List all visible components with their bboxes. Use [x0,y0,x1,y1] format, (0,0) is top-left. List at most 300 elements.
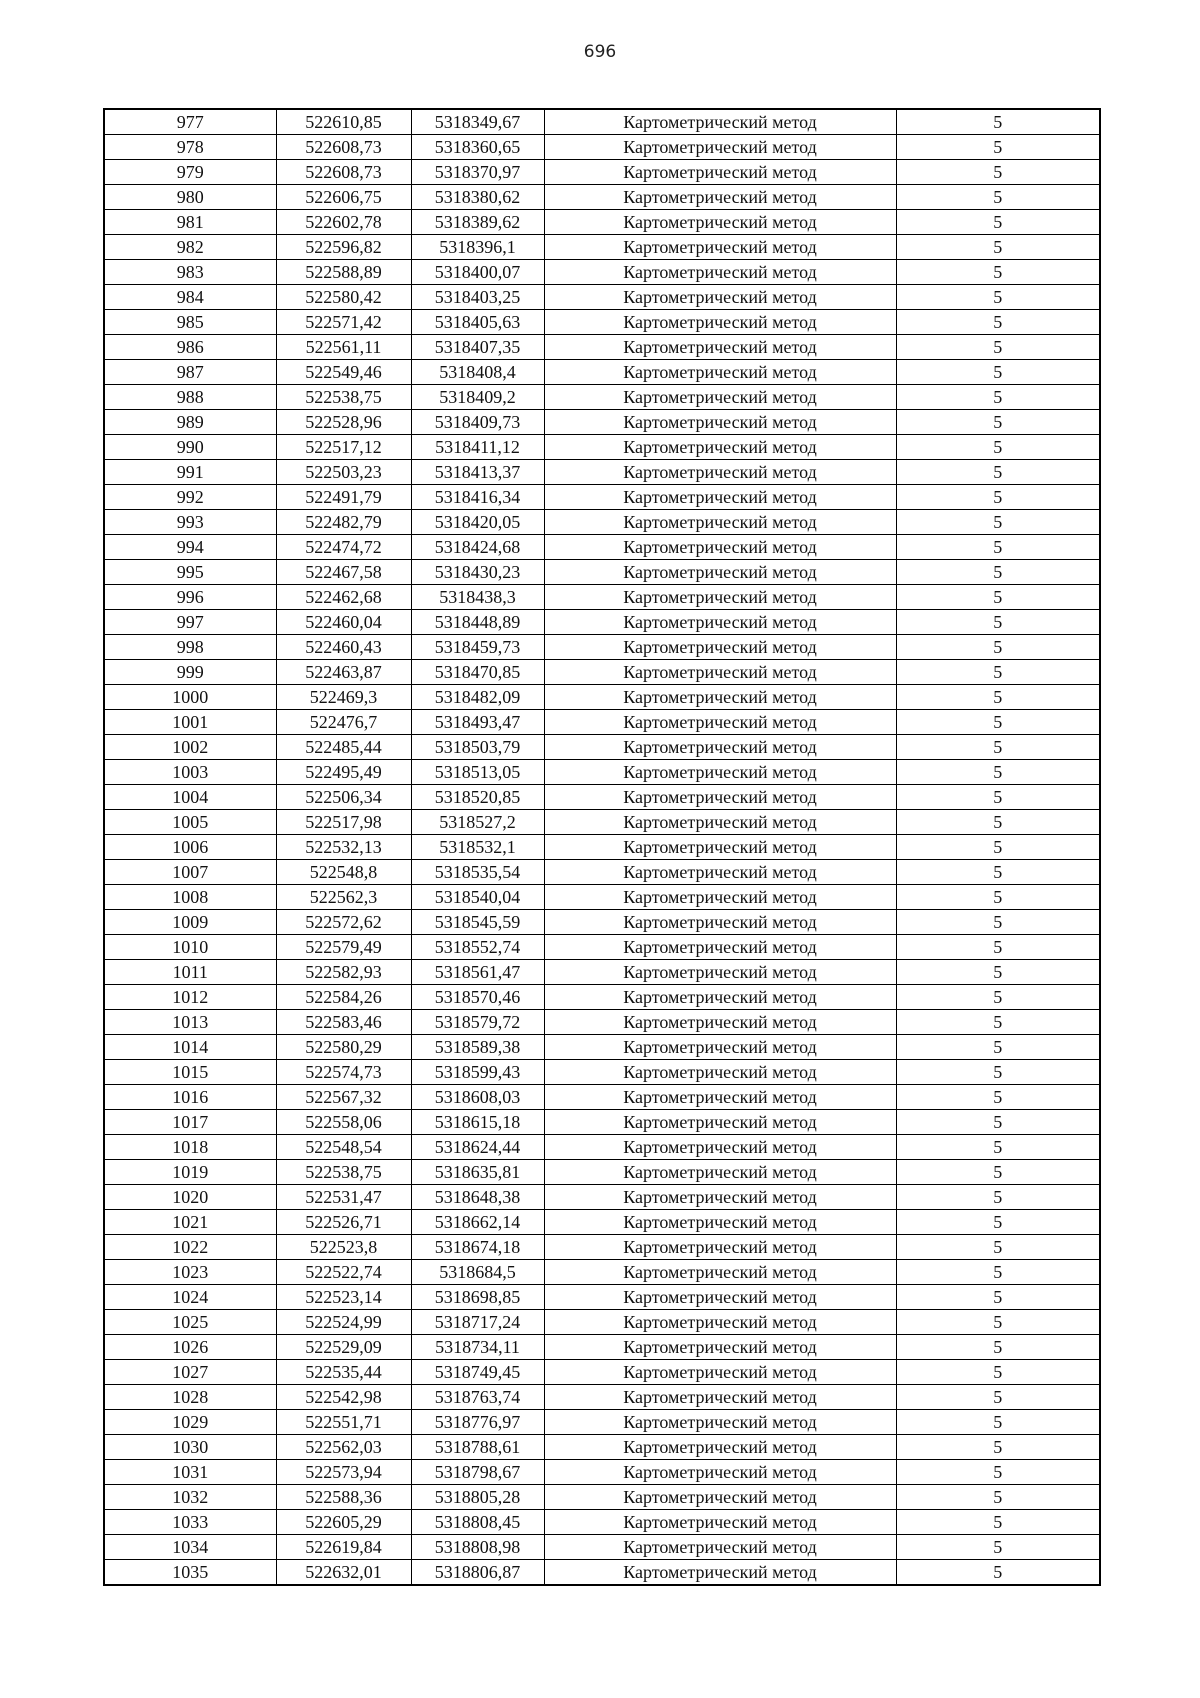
method-cell: Картометрический метод [544,485,896,510]
y-coordinate-cell: 5318420,05 [411,510,544,535]
table-row [104,685,1100,710]
y-coordinate-cell: 5318579,72 [411,1010,544,1035]
method-cell: Картометрический метод [544,1435,896,1460]
method-cell: Картометрический метод [544,1485,896,1510]
accuracy-cell: 5 [896,510,1100,535]
y-coordinate-cell: 5318424,68 [411,535,544,560]
point-number-cell: 984 [104,285,276,310]
y-coordinate-cell: 5318408,4 [411,360,544,385]
accuracy-cell: 5 [896,1285,1100,1310]
accuracy-cell: 5 [896,785,1100,810]
point-number-cell: 1002 [104,735,276,760]
y-coordinate-cell: 5318552,74 [411,935,544,960]
point-number-cell: 1014 [104,1035,276,1060]
x-coordinate-cell: 522551,71 [276,1410,411,1435]
x-coordinate-cell: 522522,74 [276,1260,411,1285]
point-number-cell: 1033 [104,1510,276,1535]
accuracy-cell: 5 [896,485,1100,510]
table-row [104,260,1100,285]
table-row [104,310,1100,335]
x-coordinate-cell: 522538,75 [276,385,411,410]
accuracy-cell: 5 [896,1460,1100,1485]
x-coordinate-cell: 522588,89 [276,260,411,285]
x-coordinate-cell: 522485,44 [276,735,411,760]
accuracy-cell: 5 [896,910,1100,935]
y-coordinate-cell: 5318763,74 [411,1385,544,1410]
point-number-cell: 1008 [104,885,276,910]
table-row [104,1360,1100,1385]
method-cell: Картометрический метод [544,985,896,1010]
accuracy-cell: 5 [896,1335,1100,1360]
table-row [104,885,1100,910]
method-cell: Картометрический метод [544,385,896,410]
x-coordinate-cell: 522462,68 [276,585,411,610]
point-number-cell: 1010 [104,935,276,960]
accuracy-cell: 5 [896,1560,1100,1586]
accuracy-cell: 5 [896,1310,1100,1335]
point-number-cell: 1005 [104,810,276,835]
y-coordinate-cell: 5318734,11 [411,1335,544,1360]
point-number-cell: 1012 [104,985,276,1010]
accuracy-cell: 5 [896,960,1100,985]
point-number-cell: 1015 [104,1060,276,1085]
accuracy-cell: 5 [896,535,1100,560]
point-number-cell: 993 [104,510,276,535]
y-coordinate-cell: 5318615,18 [411,1110,544,1135]
accuracy-cell: 5 [896,1510,1100,1535]
x-coordinate-cell: 522574,73 [276,1060,411,1085]
method-cell: Картометрический метод [544,760,896,785]
point-number-cell: 991 [104,460,276,485]
method-cell: Картометрический метод [544,160,896,185]
table-row [104,1560,1100,1586]
x-coordinate-cell: 522571,42 [276,310,411,335]
point-number-cell: 985 [104,310,276,335]
y-coordinate-cell: 5318662,14 [411,1210,544,1235]
point-number-cell: 992 [104,485,276,510]
point-number-cell: 990 [104,435,276,460]
accuracy-cell: 5 [896,1535,1100,1560]
table-row [104,460,1100,485]
accuracy-cell: 5 [896,1060,1100,1085]
table-row [104,635,1100,660]
method-cell: Картометрический метод [544,109,896,135]
accuracy-cell: 5 [896,260,1100,285]
table-row [104,810,1100,835]
accuracy-cell: 5 [896,585,1100,610]
y-coordinate-cell: 5318482,09 [411,685,544,710]
x-coordinate-cell: 522582,93 [276,960,411,985]
accuracy-cell: 5 [896,1485,1100,1510]
point-number-cell: 1032 [104,1485,276,1510]
method-cell: Картометрический метод [544,435,896,460]
table-row [104,1310,1100,1335]
accuracy-cell: 5 [896,610,1100,635]
method-cell: Картометрический метод [544,1285,896,1310]
point-number-cell: 1034 [104,1535,276,1560]
accuracy-cell: 5 [896,860,1100,885]
point-number-cell: 980 [104,185,276,210]
method-cell: Картометрический метод [544,535,896,560]
table-row [104,835,1100,860]
y-coordinate-cell: 5318589,38 [411,1035,544,1060]
y-coordinate-cell: 5318405,63 [411,310,544,335]
table-row [104,335,1100,360]
method-cell: Картометрический метод [544,1460,896,1485]
method-cell: Картометрический метод [544,285,896,310]
y-coordinate-cell: 5318407,35 [411,335,544,360]
x-coordinate-cell: 522528,96 [276,410,411,435]
y-coordinate-cell: 5318416,34 [411,485,544,510]
point-number-cell: 988 [104,385,276,410]
accuracy-cell: 5 [896,460,1100,485]
point-number-cell: 1004 [104,785,276,810]
table-row [104,510,1100,535]
y-coordinate-cell: 5318599,43 [411,1060,544,1085]
table-row [104,1210,1100,1235]
accuracy-cell: 5 [896,135,1100,160]
method-cell: Картометрический метод [544,1060,896,1085]
x-coordinate-cell: 522632,01 [276,1560,411,1586]
table-row [104,1185,1100,1210]
table-row [104,109,1100,135]
y-coordinate-cell: 5318527,2 [411,810,544,835]
point-number-cell: 999 [104,660,276,685]
y-coordinate-cell: 5318520,85 [411,785,544,810]
method-cell: Картометрический метод [544,635,896,660]
table-row [104,435,1100,460]
y-coordinate-cell: 5318413,37 [411,460,544,485]
x-coordinate-cell: 522562,03 [276,1435,411,1460]
y-coordinate-cell: 5318349,67 [411,109,544,135]
y-coordinate-cell: 5318540,04 [411,885,544,910]
point-number-cell: 1013 [104,1010,276,1035]
y-coordinate-cell: 5318698,85 [411,1285,544,1310]
point-number-cell: 1028 [104,1385,276,1410]
x-coordinate-cell: 522596,82 [276,235,411,260]
y-coordinate-cell: 5318808,98 [411,1535,544,1560]
accuracy-cell: 5 [896,660,1100,685]
point-number-cell: 1026 [104,1335,276,1360]
method-cell: Картометрический метод [544,1510,896,1535]
x-coordinate-cell: 522531,47 [276,1185,411,1210]
point-number-cell: 982 [104,235,276,260]
point-number-cell: 1025 [104,1310,276,1335]
y-coordinate-cell: 5318438,3 [411,585,544,610]
point-number-cell: 1017 [104,1110,276,1135]
x-coordinate-cell: 522608,73 [276,135,411,160]
x-coordinate-cell: 522610,85 [276,109,411,135]
accuracy-cell: 5 [896,810,1100,835]
x-coordinate-cell: 522506,34 [276,785,411,810]
x-coordinate-cell: 522558,06 [276,1110,411,1135]
x-coordinate-cell: 522517,98 [276,810,411,835]
y-coordinate-cell: 5318776,97 [411,1410,544,1435]
method-cell: Картометрический метод [544,235,896,260]
accuracy-cell: 5 [896,885,1100,910]
y-coordinate-cell: 5318409,73 [411,410,544,435]
point-number-cell: 1031 [104,1460,276,1485]
y-coordinate-cell: 5318806,87 [411,1560,544,1586]
accuracy-cell: 5 [896,1210,1100,1235]
method-cell: Картометрический метод [544,1410,896,1435]
coordinates-table-body [104,109,1100,1585]
accuracy-cell: 5 [896,185,1100,210]
x-coordinate-cell: 522588,36 [276,1485,411,1510]
y-coordinate-cell: 5318570,46 [411,985,544,1010]
y-coordinate-cell: 5318749,45 [411,1360,544,1385]
accuracy-cell: 5 [896,160,1100,185]
table-row [104,1335,1100,1360]
accuracy-cell: 5 [896,760,1100,785]
table-row [104,1060,1100,1085]
point-number-cell: 1029 [104,1410,276,1435]
point-number-cell: 998 [104,635,276,660]
table-row [104,485,1100,510]
y-coordinate-cell: 5318430,23 [411,560,544,585]
point-number-cell: 1035 [104,1560,276,1586]
method-cell: Картометрический метод [544,510,896,535]
method-cell: Картометрический метод [544,1010,896,1035]
method-cell: Картометрический метод [544,1185,896,1210]
table-row [104,135,1100,160]
y-coordinate-cell: 5318545,59 [411,910,544,935]
y-coordinate-cell: 5318717,24 [411,1310,544,1335]
x-coordinate-cell: 522573,94 [276,1460,411,1485]
method-cell: Картометрический метод [544,735,896,760]
point-number-cell: 978 [104,135,276,160]
y-coordinate-cell: 5318513,05 [411,760,544,785]
accuracy-cell: 5 [896,235,1100,260]
table-row [104,1260,1100,1285]
method-cell: Картометрический метод [544,585,896,610]
x-coordinate-cell: 522579,49 [276,935,411,960]
accuracy-cell: 5 [896,1235,1100,1260]
y-coordinate-cell: 5318409,2 [411,385,544,410]
x-coordinate-cell: 522549,46 [276,360,411,385]
method-cell: Картометрический метод [544,210,896,235]
x-coordinate-cell: 522535,44 [276,1360,411,1385]
method-cell: Картометрический метод [544,685,896,710]
x-coordinate-cell: 522561,11 [276,335,411,360]
x-coordinate-cell: 522567,32 [276,1085,411,1110]
table-row [104,360,1100,385]
y-coordinate-cell: 5318389,62 [411,210,544,235]
accuracy-cell: 5 [896,360,1100,385]
point-number-cell: 989 [104,410,276,435]
table-row [104,610,1100,635]
table-row [104,1460,1100,1485]
point-number-cell: 977 [104,109,276,135]
accuracy-cell: 5 [896,310,1100,335]
x-coordinate-cell: 522548,8 [276,860,411,885]
method-cell: Картометрический метод [544,1360,896,1385]
y-coordinate-cell: 5318448,89 [411,610,544,635]
x-coordinate-cell: 522548,54 [276,1135,411,1160]
method-cell: Картометрический метод [544,360,896,385]
table-row [104,910,1100,935]
method-cell: Картометрический метод [544,260,896,285]
point-number-cell: 986 [104,335,276,360]
table-row [104,1110,1100,1135]
y-coordinate-cell: 5318380,62 [411,185,544,210]
coordinates-table [103,108,1101,1586]
y-coordinate-cell: 5318360,65 [411,135,544,160]
x-coordinate-cell: 522523,14 [276,1285,411,1310]
point-number-cell: 1024 [104,1285,276,1310]
y-coordinate-cell: 5318396,1 [411,235,544,260]
y-coordinate-cell: 5318635,81 [411,1160,544,1185]
y-coordinate-cell: 5318805,28 [411,1485,544,1510]
accuracy-cell: 5 [896,685,1100,710]
method-cell: Картометрический метод [544,1085,896,1110]
table-row [104,935,1100,960]
x-coordinate-cell: 522605,29 [276,1510,411,1535]
point-number-cell: 987 [104,360,276,385]
x-coordinate-cell: 522526,71 [276,1210,411,1235]
method-cell: Картометрический метод [544,935,896,960]
point-number-cell: 1003 [104,760,276,785]
x-coordinate-cell: 522583,46 [276,1010,411,1035]
method-cell: Картометрический метод [544,185,896,210]
accuracy-cell: 5 [896,109,1100,135]
x-coordinate-cell: 522580,29 [276,1035,411,1060]
point-number-cell: 1018 [104,1135,276,1160]
accuracy-cell: 5 [896,1035,1100,1060]
accuracy-cell: 5 [896,1185,1100,1210]
x-coordinate-cell: 522482,79 [276,510,411,535]
accuracy-cell: 5 [896,1110,1100,1135]
method-cell: Картометрический метод [544,1135,896,1160]
x-coordinate-cell: 522524,99 [276,1310,411,1335]
point-number-cell: 994 [104,535,276,560]
method-cell: Картометрический метод [544,1535,896,1560]
accuracy-cell: 5 [896,285,1100,310]
y-coordinate-cell: 5318400,07 [411,260,544,285]
accuracy-cell: 5 [896,560,1100,585]
y-coordinate-cell: 5318808,45 [411,1510,544,1535]
y-coordinate-cell: 5318503,79 [411,735,544,760]
table-row [104,560,1100,585]
method-cell: Картометрический метод [544,1310,896,1335]
x-coordinate-cell: 522467,58 [276,560,411,585]
table-row [104,1385,1100,1410]
table-row [104,185,1100,210]
table-row [104,235,1100,260]
point-number-cell: 1022 [104,1235,276,1260]
x-coordinate-cell: 522476,7 [276,710,411,735]
y-coordinate-cell: 5318624,44 [411,1135,544,1160]
point-number-cell: 981 [104,210,276,235]
point-number-cell: 979 [104,160,276,185]
y-coordinate-cell: 5318674,18 [411,1235,544,1260]
point-number-cell: 1011 [104,960,276,985]
y-coordinate-cell: 5318798,67 [411,1460,544,1485]
method-cell: Картометрический метод [544,785,896,810]
method-cell: Картометрический метод [544,1385,896,1410]
x-coordinate-cell: 522460,04 [276,610,411,635]
point-number-cell: 995 [104,560,276,585]
method-cell: Картометрический метод [544,460,896,485]
method-cell: Картометрический метод [544,1160,896,1185]
table-row [104,735,1100,760]
y-coordinate-cell: 5318370,97 [411,160,544,185]
table-row [104,1235,1100,1260]
table-row [104,160,1100,185]
table-row [104,410,1100,435]
method-cell: Картометрический метод [544,885,896,910]
page-number: 696 [583,42,617,62]
point-number-cell: 1006 [104,835,276,860]
table-row [104,285,1100,310]
table-row [104,1535,1100,1560]
method-cell: Картометрический метод [544,810,896,835]
y-coordinate-cell: 5318532,1 [411,835,544,860]
y-coordinate-cell: 5318561,47 [411,960,544,985]
accuracy-cell: 5 [896,635,1100,660]
method-cell: Картометрический метод [544,1035,896,1060]
x-coordinate-cell: 522538,75 [276,1160,411,1185]
accuracy-cell: 5 [896,735,1100,760]
method-cell: Картометрический метод [544,135,896,160]
table-row [104,960,1100,985]
x-coordinate-cell: 522532,13 [276,835,411,860]
x-coordinate-cell: 522523,8 [276,1235,411,1260]
table-row [104,1485,1100,1510]
accuracy-cell: 5 [896,435,1100,460]
table-row [104,760,1100,785]
accuracy-cell: 5 [896,335,1100,360]
table-row [104,1435,1100,1460]
accuracy-cell: 5 [896,710,1100,735]
table-row [104,1285,1100,1310]
accuracy-cell: 5 [896,1260,1100,1285]
y-coordinate-cell: 5318648,38 [411,1185,544,1210]
table-row [104,1010,1100,1035]
method-cell: Картометрический метод [544,1335,896,1360]
method-cell: Картометрический метод [544,1235,896,1260]
accuracy-cell: 5 [896,1010,1100,1035]
method-cell: Картометрический метод [544,560,896,585]
y-coordinate-cell: 5318608,03 [411,1085,544,1110]
accuracy-cell: 5 [896,385,1100,410]
method-cell: Картометрический метод [544,335,896,360]
table-row [104,1085,1100,1110]
x-coordinate-cell: 522619,84 [276,1535,411,1560]
x-coordinate-cell: 522469,3 [276,685,411,710]
point-number-cell: 983 [104,260,276,285]
x-coordinate-cell: 522474,72 [276,535,411,560]
accuracy-cell: 5 [896,1135,1100,1160]
y-coordinate-cell: 5318459,73 [411,635,544,660]
accuracy-cell: 5 [896,1160,1100,1185]
method-cell: Картометрический метод [544,960,896,985]
x-coordinate-cell: 522608,73 [276,160,411,185]
y-coordinate-cell: 5318535,54 [411,860,544,885]
x-coordinate-cell: 522572,62 [276,910,411,935]
table-row [104,1035,1100,1060]
x-coordinate-cell: 522491,79 [276,485,411,510]
table-row [104,710,1100,735]
point-number-cell: 1016 [104,1085,276,1110]
table-row [104,535,1100,560]
method-cell: Картометрический метод [544,710,896,735]
point-number-cell: 1030 [104,1435,276,1460]
x-coordinate-cell: 522606,75 [276,185,411,210]
method-cell: Картометрический метод [544,610,896,635]
table-row [104,1160,1100,1185]
accuracy-cell: 5 [896,410,1100,435]
